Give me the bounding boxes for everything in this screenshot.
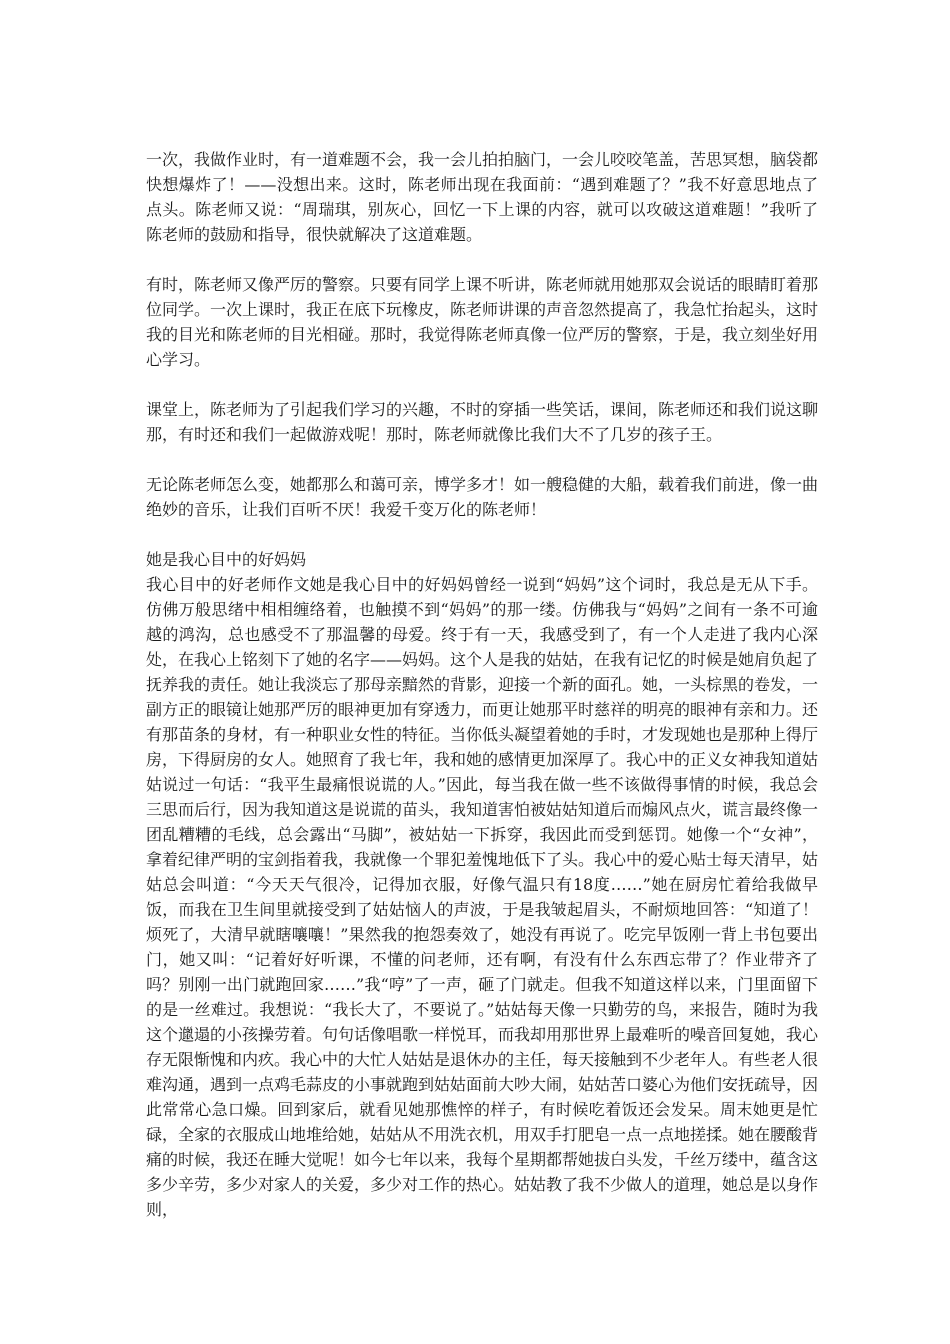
- body-paragraph: 我心目中的好老师作文她是我心目中的好妈妈曾经一说到“妈妈”这个词时，我总是无从下手。仿佛万般思绪中相相缠络着，也触摸不到“妈妈”的那一缕。仿佛我与“妈妈”之间有一条不可逾越的鸿沟，总也感受不了那温馨的母爱。终于有一天，我感受到了，有一个人走进了我内心深处，在我心上铭刻下了她的名字——妈妈。这个人是我的姑姑，在我有记忆的时候是她肩负起了抚养我的责任。她让我淡忘了那母亲黯然的背影，迎接一个新的面孔。她，一头棕黑的卷发，一副方正的眼镜让她那严厉的眼神更加有穿透力，而更让她那平时慈祥的明亮的眼神有亲和力。还有那苗条的身材，有一种职业女性的特征。当你低头凝望着她的手时，才发现她也是那种上得厅房，下得厨房的女人。她照育了我七年，我和她的感情更加深厚了。我心中的正义女神我知道姑姑说过一句话：“我平生最痛恨说谎的人。”因此，每当我在做一些不该做得事情的时候，我总会三思而后行，因为我知道这是说谎的苗头，我知道害怕被姑姑知道后而煽风点火，谎言最终像一团乱糟糟的毛线，总会露出“马脚”，被姑姑一下拆穿，我因此而受到惩罚。她像一个“女神”，拿着纪律严明的宝剑指着我，我就像一个罪犯羞愧地低下了头。我心中的爱心贴士每天清早，姑姑总会叫道：“今天天气很冷，记得加衣服，好像气温只有18度……”她在厨房忙着给我做早饭，而我在卫生间里就接受到了姑姑恼人的声波，于是我皱起眉头，不耐烦地回答：“知道了！烦死了，大清早就瞎嚷嚷！”果然我的抱怨奏效了，她没有再说了。吃完早饭刚一背上书包要出门，她又叫：“记着好好听课，不懂的问老师，还有啊，有没有什么东西忘带了？作业带齐了吗？别刚一出门就跑回家……”我“哼”了一声，砸了门就走。但我不知道这样以来，门里面留下的是一丝难过。我想说：“我长大了，不要说了。”姑姑每天像一只勤劳的鸟，来报告，随时为我这个邋遢的小孩操劳着。句句话像唱歌一样悦耳，而我却用那世界上最难听的噪音回复她，我心存无限惭愧和内疚。我心中的大忙人姑姑是退休办的主任，每天接触到不少老年人。有些老人很难沟通，遇到一点鸡毛蒜皮的小事就跑到姑姑面前大吵大闹，姑姑苦口婆心为他们安抚疏导，因此常常心急口燥。回到家后，就看见她那憔悴的样子，有时候吃着饭还会发呆。周末她更是忙碌，全家的衣服成山地堆给她，姑姑从不用洗衣机，用双手打肥皂一点一点地搓揉。她在腰酸背痛的时候，我还在睡大觉呢！如今七年以来，我每个星期都帮她拔白头发，千丝万缕中，蕴含这多少辛劳，多少对家人的关爱，多少对工作的热心。姑姑教了我不少做人的道理，她总是以身作则，: [146, 575, 819, 1219]
- paragraph-3: 课堂上，陈老师为了引起我们学习的兴趣，不时的穿插一些笑话，课间，陈老师还和我们说这聊那，有时还和我们一起做游戏呢！那时，陈老师就像比我们大不了几岁的孩子王。: [146, 400, 819, 444]
- section-title: 她是我心目中的好妈妈: [146, 550, 307, 569]
- document-page: [146, 147, 818, 1222]
- paragraph-4: 无论陈老师怎么变，她都那么和蔼可亲，博学多才！如一艘稳健的大船，载着我们前进，像一曲绝妙的音乐，让我们百听不厌！我爱千变万化的陈老师！: [146, 475, 819, 519]
- paragraph-1: 一次，我做作业时，有一道难题不会，我一会儿拍拍脑门，一会儿咬咬笔盖，苦思冥想，脑袋都快想爆炸了！——没想出来。这时，陈老师出现在我面前：“遇到难题了？”我不好意思地点了点头。陈老师又说：“周瑞琪，别灰心，回忆一下上课的内容，就可以攻破这道难题！”我听了陈老师的鼓励和指导，很快就解决了这道难题。: [146, 150, 819, 244]
- paragraph-2: 有时，陈老师又像严厉的警察。只要有同学上课不听讲，陈老师就用她那双会说话的眼睛盯着那位同学。一次上课时，我正在底下玩橡皮，陈老师讲课的声音忽然提高了，我急忙抬起头，这时我的目光和陈老师的目光相碰。那时，我觉得陈老师真像一位严厉的警察，于是，我立刻坐好用心学习。: [146, 275, 819, 369]
